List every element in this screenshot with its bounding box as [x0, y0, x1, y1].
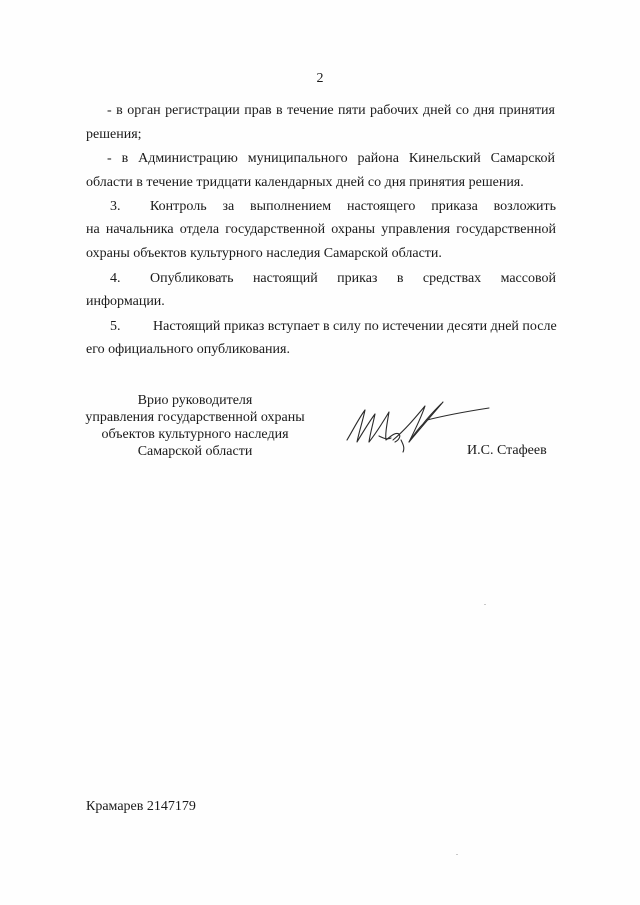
item-3-line: на начальника отдела государственной охраны управления государственной: [86, 222, 556, 237]
item-number-3: 3.: [110, 199, 121, 214]
signatory-title-line: объектов культурного наследия: [101, 427, 289, 442]
item-number-5: 5.: [110, 319, 121, 334]
signer-name: И.С. Стафеев: [467, 443, 547, 458]
bullet-line-continuation: решения;: [86, 127, 142, 142]
signatory-title-line: управления государственной охраны: [85, 410, 305, 425]
signatory-title-line: Самарской области: [137, 444, 253, 459]
item-4-line: Опубликовать настоящий приказ в средствах массовой: [150, 271, 556, 286]
item-number-4: 4.: [110, 271, 121, 286]
item-5-line: Настоящий приказ вступает в силу по истечении десяти дней после: [153, 319, 557, 334]
signatory-title: [60, 392, 330, 460]
bullet-line: - в орган регистрации прав в течение пяти рабочих дней со дня принятия: [107, 103, 555, 118]
bullet-line-continuation: области в течение тридцати календарных дней со дня принятия решения.: [86, 175, 524, 190]
executor-footer: Крамарев 2147179: [86, 799, 196, 814]
page-number: 2: [316, 71, 324, 86]
scan-speck: [484, 604, 486, 605]
item-3-line: охраны объектов культурного наследия Самарской области.: [86, 246, 442, 261]
item-4-line: информации.: [86, 294, 165, 309]
item-5-line: его официального опубликования.: [86, 342, 290, 357]
signatory-title-line: Врио руководителя: [137, 393, 253, 408]
bullet-line: - в Администрацию муниципального района Кинельский Самарской: [107, 151, 555, 166]
item-3-line: Контроль за выполнением настоящего приказа возложить: [150, 199, 556, 214]
scan-speck: [456, 854, 458, 855]
